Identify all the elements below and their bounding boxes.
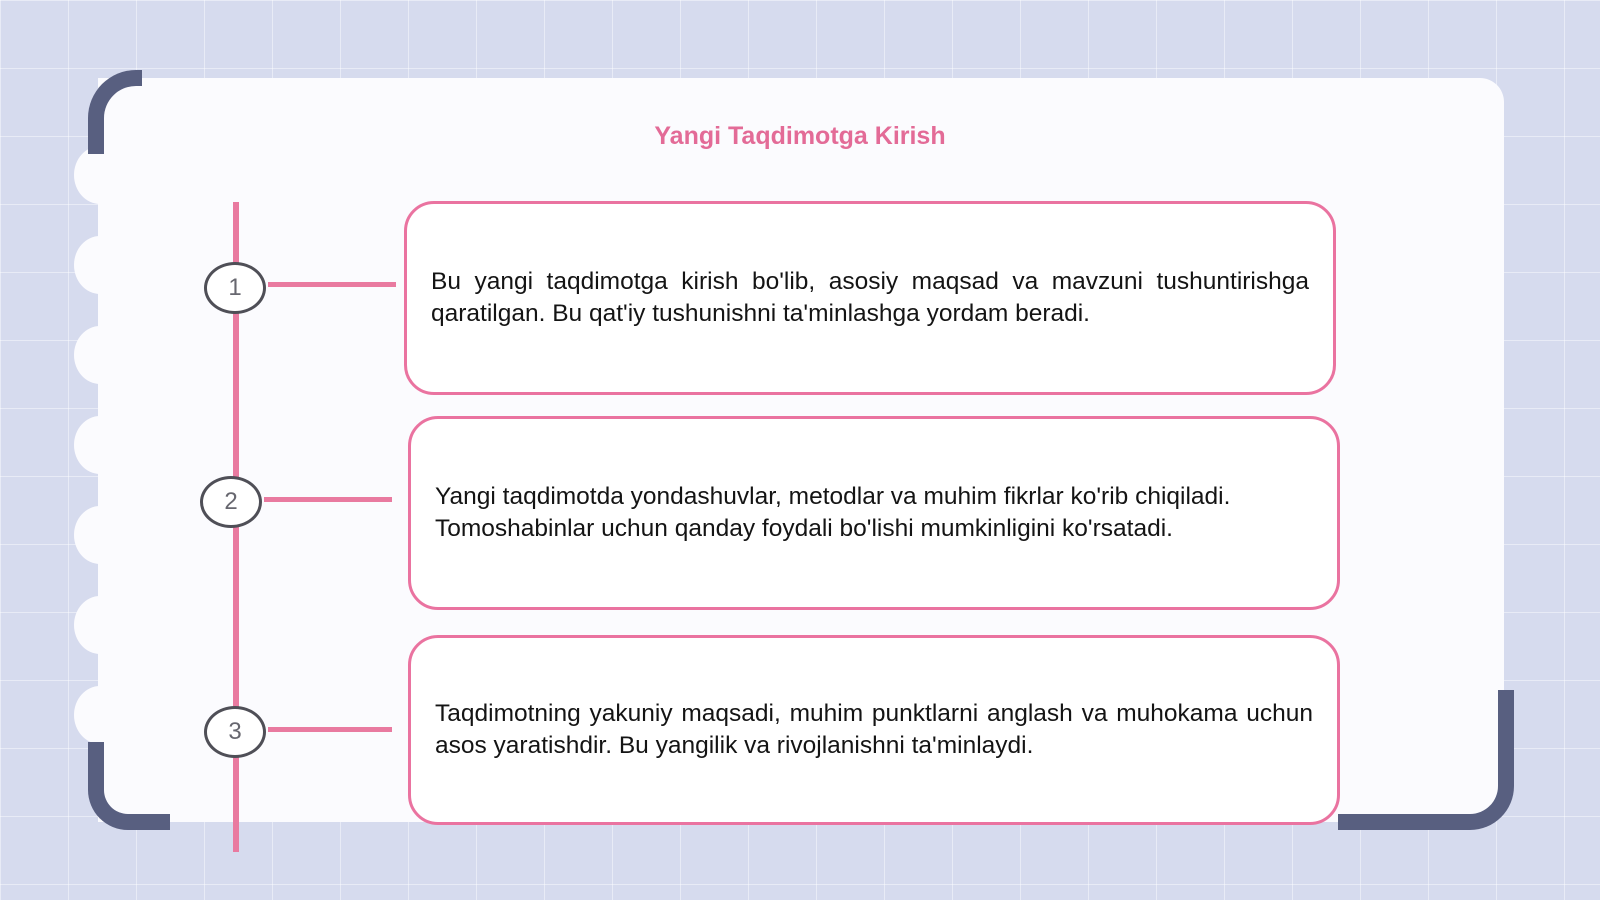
step-number-2: 2 <box>200 476 262 528</box>
notebook-edge-bump <box>74 326 126 384</box>
timeline-connector-1 <box>268 282 396 287</box>
corner-bracket-bottom-left <box>88 742 170 830</box>
notebook-edge-bump <box>74 146 126 204</box>
notebook-edge-bump <box>74 236 126 294</box>
notebook-edge-bump <box>74 506 126 564</box>
timeline-connector-2 <box>264 497 392 502</box>
timeline-connector-3 <box>268 727 392 732</box>
step-number-3: 3 <box>204 706 266 758</box>
corner-bracket-bottom-right <box>1338 690 1514 830</box>
step-number-1: 1 <box>204 262 266 314</box>
step-box-2 <box>408 416 1340 610</box>
step-box-3 <box>408 635 1340 825</box>
step-text-1: Bu yangi taqdimotga kirish bo'lib, asosiy maqsad va mavzuni tushuntirishga qaratilgan. Bu qat'iy tushunishni ta'minlashga yordam beradi. <box>431 268 1309 327</box>
notebook-edge-bump <box>74 596 126 654</box>
slide-title: Yangi Taqdimotga Kirish <box>654 122 946 150</box>
step-text-2: Yangi taqdimotda yondashuvlar, metodlar va muhim fikrlar ko'rib chiqiladi. Tomoshabinlar uchun qanday foydali bo'lishi mumkinligini ko'rsatadi. <box>435 483 1231 542</box>
step-box-1 <box>404 201 1336 395</box>
corner-bracket-top-left <box>88 70 142 154</box>
notebook-edge-bump <box>74 686 126 744</box>
notebook-edge-bump <box>74 416 126 474</box>
step-text-3: Taqdimotning yakuniy maqsadi, muhim punktlarni anglash va muhokama uchun asos yaratishdir. Bu yangilik va rivojlanishni ta'minlaydi. <box>435 700 1313 759</box>
